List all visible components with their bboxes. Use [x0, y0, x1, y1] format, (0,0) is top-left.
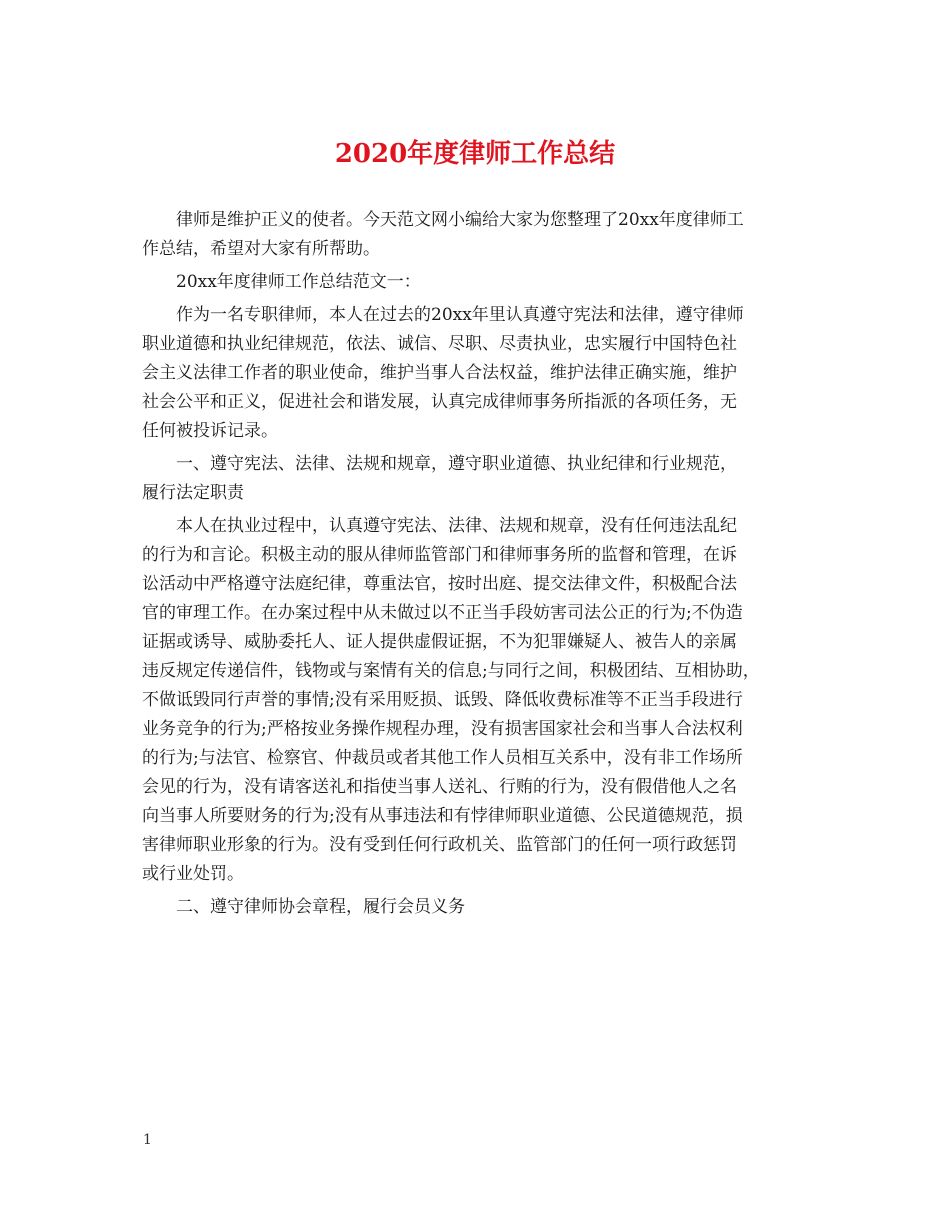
- text-line: 二、遵守律师协会章程，履行会员义务: [176, 897, 465, 917]
- text-line: 的行为和言论。积极主动的服从律师监管部门和律师事务所的监督和管理，在诉: [142, 545, 737, 565]
- text-line: 社会公平和正义，促进社会和谐发展，认真完成律师事务所指派的各项任务，无: [142, 392, 737, 412]
- text-line: 向当事人所要财务的行为;没有从事违法和有悖律师职业道德、公民道德规范，损: [142, 806, 743, 826]
- text-line: 违反规定传递信件，钱物或与案情有关的信息;与同行之间，积极团结、互相协助，: [142, 661, 760, 681]
- text-line: 害律师职业形象的行为。没有受到任何行政机关、监管部门的任何一项行政惩罚: [142, 835, 737, 855]
- text-line: 会见的行为，没有请客送礼和指使当事人送礼、行贿的行为，没有假借他人之名: [142, 777, 737, 797]
- paragraph: [142, 301, 810, 446]
- paragraph: [142, 893, 810, 922]
- document-body: [142, 206, 810, 926]
- page-number: 1: [143, 1132, 152, 1148]
- paragraph: [142, 450, 810, 508]
- text-line: 任何被投诉记录。: [142, 421, 278, 441]
- text-line: 本人在执业过程中，认真遵守宪法、法律、法规和规章，没有任何违法乱纪: [176, 516, 737, 536]
- text-line: 不做诋毁同行声誉的事情;没有采用贬损、诋毁、降低收费标准等不正当手段进行: [142, 690, 743, 710]
- text-line: 官的审理工作。在办案过程中从未做过以不正当手段妨害司法公正的行为;不伪造: [142, 603, 743, 623]
- text-line: 会主义法律工作者的职业使命，维护当事人合法权益，维护法律正确实施，维护: [142, 363, 737, 383]
- text-line: 履行法定职责: [142, 483, 244, 503]
- text-line: 作总结，希望对大家有所帮助。: [142, 239, 380, 259]
- text-line: 职业道德和执业纪律规范，依法、诚信、尽职、尽责执业，忠实履行中国特色社: [142, 334, 737, 354]
- text-line: 或行业处罚。: [142, 864, 244, 884]
- text-line: 作为一名专职律师，本人在过去的20xx年里认真遵守宪法和法律，遵守律师: [176, 305, 744, 325]
- text-line: 讼活动中严格遵守法庭纪律，尊重法官，按时出庭、提交法律文件，积极配合法: [142, 574, 737, 594]
- text-line: 的行为;与法官、检察官、仲裁员或者其他工作人员相互关系中，没有非工作场所: [142, 748, 743, 768]
- text-line: 律师是维护正义的使者。今天范文网小编给大家为您整理了20xx年度律师工: [176, 210, 744, 230]
- text-line: 20xx年度律师工作总结范文一：: [176, 272, 421, 292]
- text-line: 一、遵守宪法、法律、法规和规章，遵守职业道德、执业纪律和行业规范，: [176, 454, 737, 474]
- paragraph: [142, 268, 810, 297]
- paragraph: [142, 512, 810, 889]
- text-line: 证据或诱导、威胁委托人、证人提供虚假证据，不为犯罪嫌疑人、被告人的亲属: [142, 632, 737, 652]
- paragraph: [142, 206, 810, 264]
- text-line: 业务竞争的行为;严格按业务操作规程办理，没有损害国家社会和当事人合法权利: [142, 719, 743, 739]
- page-title: 2020年度律师工作总结: [334, 139, 616, 169]
